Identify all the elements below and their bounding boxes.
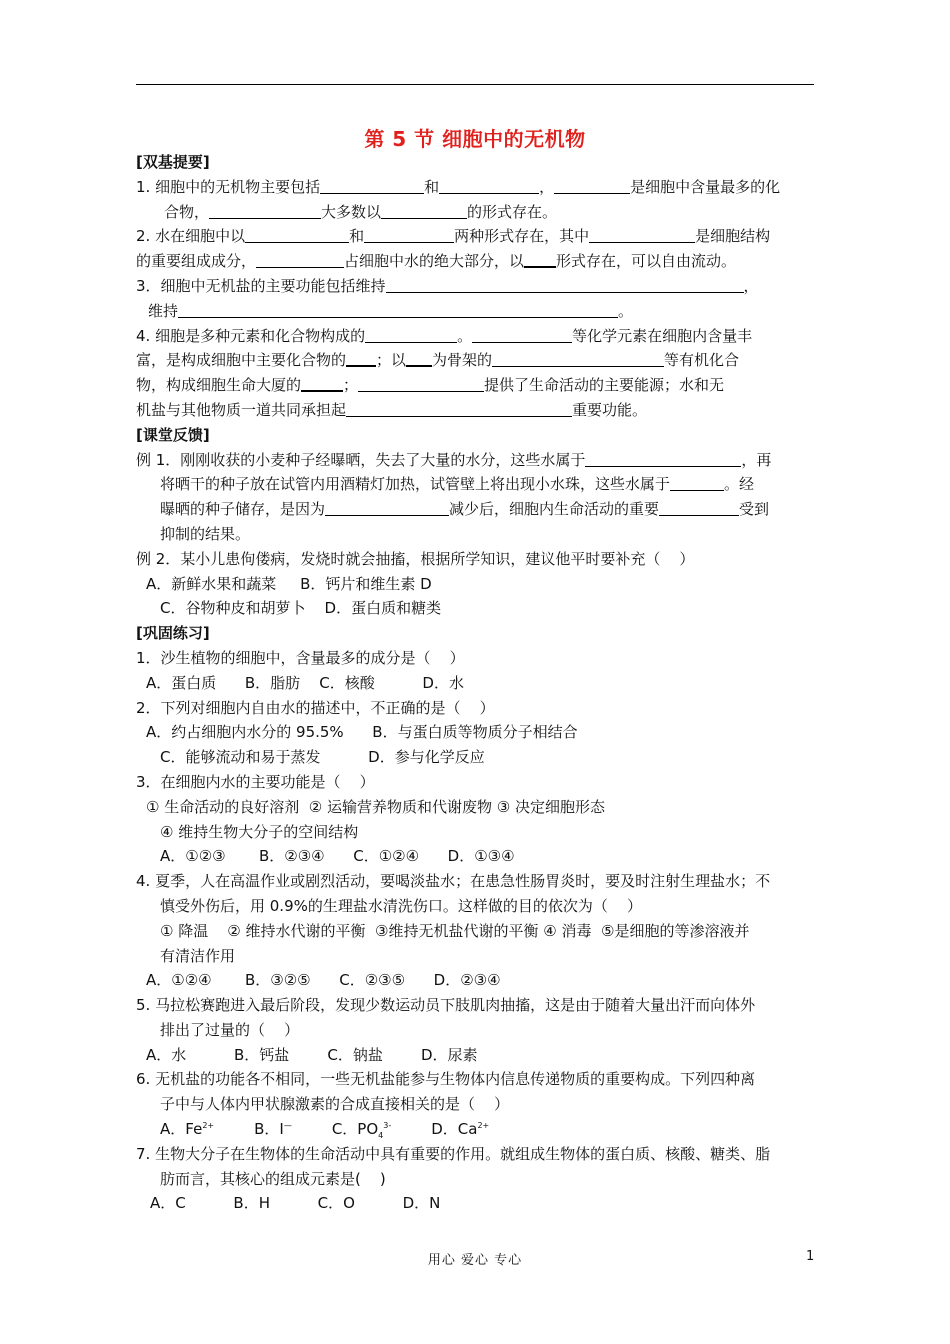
text: 重要功能。 — [572, 400, 648, 419]
text: 2. 水在细胞中以 — [136, 227, 246, 246]
question-3-options: A．①②③ B．②③④ C．①②④ D．①③④ — [160, 847, 515, 866]
text: 物，构成细胞生命大厦的 — [136, 376, 302, 395]
basics-line-5 — [136, 274, 820, 299]
blank — [365, 327, 457, 343]
blank — [589, 227, 695, 243]
text: 占细胞中水的绝大部分，以 — [344, 252, 525, 271]
header-rule — [136, 84, 814, 85]
question-5-options: A．水 B．钙盐 C．钠盐 D．尿素 — [146, 1045, 478, 1064]
text: 形式存在，可以自由流动。 — [556, 252, 737, 271]
text: 。 — [457, 326, 473, 345]
text: 1. 细胞中的无机物主要包括 — [136, 177, 321, 196]
text: 和 — [424, 177, 440, 196]
example-1-line-3 — [136, 497, 820, 522]
blank — [325, 500, 449, 516]
question-2-options-2: C．能够流动和易于蒸发 D．参与化学反应 — [160, 748, 485, 767]
text: 机盐与其他物质一道共同承担起 — [136, 400, 347, 419]
text: ，再 — [741, 450, 772, 469]
text: 3．细胞中无机盐的主要功能包括维持 — [136, 276, 386, 295]
basics-line-3 — [136, 224, 820, 249]
blank — [245, 227, 349, 243]
question-4-line-1: 4. 夏季，人在高温作业或剧烈活动，要喝淡盐水；在患急性肠胃炎时，要及时注射生理盐水；不 — [136, 872, 771, 891]
option-d-charge: 2+ — [477, 1121, 490, 1131]
text: 的重要组成成分， — [136, 252, 257, 271]
question-7-line-1: 7. 生物大分子在生物体的生命活动中具有重要的作用。就组成生物体的蛋白质、核酸、糖类、脂 — [136, 1144, 771, 1163]
blank — [346, 350, 376, 367]
text: 等化学元素在细胞内含量丰 — [572, 326, 753, 345]
question-1: 1．沙生植物的细胞中，含量最多的成分是（ ） — [136, 648, 465, 667]
text: 是细胞中含量最多的化 — [630, 177, 781, 196]
basics-line-1 — [136, 175, 820, 200]
text: 合物， — [164, 202, 210, 221]
question-4-items-1: ① 降温 ② 维持水代谢的平衡 ③维持无机盐代谢的平衡 ④ 消毒 ⑤是细胞的等渗溶液并 — [160, 921, 750, 940]
blank — [659, 500, 739, 516]
section-heading-practice: [巩固练习] — [136, 624, 210, 643]
option-d: D．Ca — [431, 1120, 478, 1139]
question-2: 2．下列对细胞内自由水的描述中，不正确的是（ ） — [136, 698, 495, 717]
text: 大多数以 — [321, 202, 382, 221]
section-heading-feedback: [课堂反馈] — [136, 425, 210, 444]
blank — [406, 350, 432, 367]
text: 等有机化合 — [664, 351, 740, 370]
text: 富，是构成细胞中主要化合物的 — [136, 351, 347, 370]
question-4-line-2: 慎受外伤后，用 0.9%的生理盐水清洗伤口。这样做的目的依次为（ ） — [160, 896, 642, 915]
option-c-charge: 3- — [383, 1121, 392, 1131]
text: 两种形式存在，其中 — [454, 227, 590, 246]
basics-line-7 — [136, 324, 820, 349]
blank — [381, 203, 467, 219]
example-2-options-1: A．新鲜水果和蔬菜 B．钙片和维生素 D — [146, 574, 432, 593]
text: ； — [343, 376, 359, 395]
question-6-line-2: 子中与人体内甲状腺激素的合成直接相关的是（ ） — [160, 1095, 510, 1114]
basics-line-6 — [136, 299, 820, 324]
blank — [358, 376, 484, 392]
question-6-line-1: 6. 无机盐的功能各不相同，一些无机盐能参与生物体内信息传递物质的重要构成。下列四种离 — [136, 1070, 756, 1089]
text: 提供了生命活动的主要能源；水和无 — [484, 376, 725, 395]
option-b: B．I — [254, 1120, 284, 1139]
example-1-line-4: 抑制的结果。 — [160, 524, 251, 543]
blank — [439, 178, 539, 194]
blank — [670, 475, 724, 491]
text: 受到 — [739, 500, 770, 519]
text: ， — [743, 276, 759, 295]
basics-line-4 — [136, 249, 820, 274]
text: 曝晒的种子储存，是因为 — [160, 500, 326, 519]
text: 将晒干的种子放在试管内用酒精灯加热，试管壁上将出现小水珠，这些水属于 — [160, 475, 671, 494]
basics-line-9 — [136, 373, 820, 398]
blank — [364, 227, 454, 243]
question-6-options — [136, 1117, 820, 1142]
blank — [346, 401, 572, 417]
option-a: A．Fe — [160, 1120, 203, 1139]
question-3-items-2: ④ 维持生物大分子的空间结构 — [160, 822, 359, 841]
blank — [554, 178, 630, 194]
option-c-subscript: 4 — [378, 1131, 384, 1141]
worksheet-body — [136, 150, 820, 1216]
blank — [209, 203, 321, 219]
question-3-items-1: ① 生命活动的良好溶剂 ② 运输营养物质和代谢废物 ③ 决定细胞形态 — [146, 797, 605, 816]
question-1-options: A．蛋白质 B．脂肪 C．核酸 D．水 — [146, 673, 464, 692]
basics-line-10 — [136, 398, 820, 423]
section-heading-basics: [双基提要] — [136, 153, 210, 171]
blank — [178, 302, 618, 318]
basics-line-8 — [136, 348, 820, 373]
question-2-options-1: A．约占细胞内水分的 95.5% B．与蛋白质等物质分子相结合 — [146, 723, 578, 742]
option-a-charge: 2+ — [202, 1121, 215, 1131]
question-5-line-1: 5. 马拉松赛跑进入最后阶段，发现少数运动员下肢肌肉抽搐，这是由于随着大量出汗而向体外 — [136, 996, 756, 1015]
text: 减少后，细胞内生命活动的重要 — [449, 500, 660, 519]
text: 是细胞结构 — [695, 227, 771, 246]
basics-line-2 — [136, 200, 820, 225]
text: 。经 — [724, 475, 755, 494]
blank — [256, 252, 344, 268]
question-5-line-2: 排出了过量的（ ） — [160, 1020, 300, 1039]
text: 为骨架的 — [432, 351, 493, 370]
page-title: 第 5 节 细胞中的无机物 — [364, 127, 586, 151]
question-4-items-2: 有清洁作用 — [160, 946, 236, 965]
blank — [301, 375, 343, 392]
example-1-line-1 — [136, 448, 820, 473]
blank — [524, 251, 556, 268]
page-number: 1 — [806, 1249, 815, 1264]
text: 例 1．刚刚收获的小麦种子经曝晒，失去了大量的水分，这些水属于 — [136, 450, 586, 469]
example-1-line-2 — [136, 472, 820, 497]
option-c: C．PO — [331, 1120, 379, 1139]
question-4-options: A．①②④ B．③②⑤ C．②③⑤ D．②③④ — [146, 971, 501, 990]
question-3: 3．在细胞内水的主要功能是（ ） — [136, 772, 375, 791]
footer-motto: 用心 爱心 专心 — [427, 1253, 523, 1268]
text: 4. 细胞是多种元素和化合物构成的 — [136, 326, 366, 345]
option-b-charge: — — [283, 1121, 292, 1131]
text: 维持 — [148, 301, 179, 320]
blank — [585, 451, 741, 467]
blank — [320, 178, 424, 194]
text: ；以 — [376, 351, 407, 370]
example-2-question: 例 2．某小儿患佝偻病，发烧时就会抽搐，根据所学知识，建议他平时要补充（ ） — [136, 549, 695, 568]
blank — [492, 351, 664, 367]
text: ， — [539, 177, 555, 196]
blank — [472, 327, 572, 343]
question-7-options: A．C B．H C．O D．N — [150, 1194, 441, 1213]
blank — [386, 277, 744, 293]
text: 的形式存在。 — [467, 202, 558, 221]
text: 。 — [618, 301, 634, 320]
text: 和 — [349, 227, 365, 246]
question-7-line-2: 肪而言，其核心的组成元素是( ) — [160, 1169, 386, 1188]
example-2-options-2: C．谷物种皮和胡萝卜 D．蛋白质和糖类 — [160, 599, 442, 618]
